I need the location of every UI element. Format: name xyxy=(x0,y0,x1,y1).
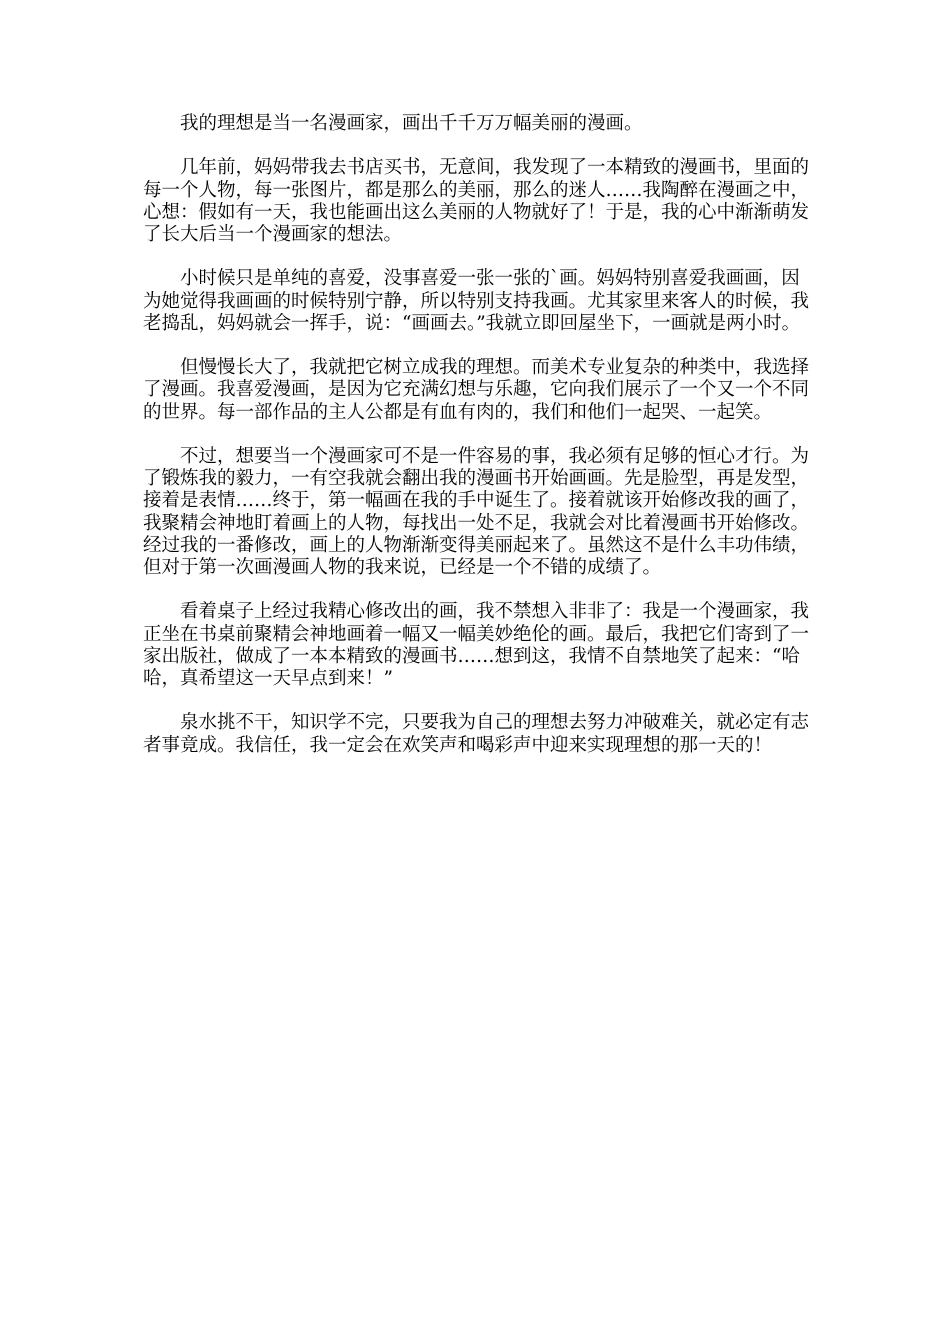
paragraph: 不过，想要当一个漫画家可不是一件容易的事，我必须有足够的恒心才行。为了锻炼我的毅力，一有空我就会翻出我的漫画书开始画画。先是脸型，再是发型，接着是表情……终于，第一幅画在我的手中诞生了。接着就该开始修改我的画了，我聚精会神地盯着画上的人物，每找出一处不足，我就会对比着漫画书开始修改。经过我的一番修改，画上的人物渐渐变得美丽起来了。虽然这不是什么丰功伟绩，但对于第一次画漫画人物的我来说，已经是一个不错的成绩了。 xyxy=(143,445,810,578)
paragraph: 但慢慢长大了，我就把它树立成我的理想。而美术专业复杂的种类中，我选择了漫画。我喜爱漫画，是因为它充满幻想与乐趣，它向我们展示了一个又一个不同的世界。每一部作品的主人公都是有血有肉的，我们和他们一起哭、一起笑。 xyxy=(143,357,810,423)
article-body xyxy=(143,113,809,779)
paragraph: 小时候只是单纯的喜爱，没事喜爱一张一张的`画。妈妈特别喜爱我画画，因为她觉得我画画的时候特别宁静，所以特别支持我画。尤其家里来客人的时候，我老捣乱，妈妈就会一挥手，说：“画画去。”我就立即回屋坐下，一画就是两小时。 xyxy=(143,268,810,334)
paragraph: 我的理想是当一名漫画家，画出千千万万幅美丽的漫画。 xyxy=(180,113,643,134)
paragraph: 看着桌子上经过我精心修改出的画，我不禁想入非非了：我是一个漫画家，我正坐在书桌前聚精会神地画着一幅又一幅美妙绝伦的画。最后，我把它们寄到了一家出版社，做成了一本本精致的漫画书……想到这，我情不自禁地笑了起来：“哈哈，真希望这一天早点到来！” xyxy=(143,601,810,689)
paragraph: 几年前，妈妈带我去书店买书，无意间，我发现了一本精致的漫画书，里面的每一个人物，每一张图片，都是那么的美丽，那么的迷人……我陶醉在漫画之中，心想：假如有一天，我也能画出这么美丽的人物就好了！于是，我的心中渐渐萌发了长大后当一个漫画家的想法。 xyxy=(143,157,810,245)
paragraph: 泉水挑不干，知识学不完，只要我为自己的理想去努力冲破难关，就必定有志者事竟成。我信任，我一定会在欢笑声和喝彩声中迎来实现理想的那一天的！ xyxy=(143,712,810,756)
